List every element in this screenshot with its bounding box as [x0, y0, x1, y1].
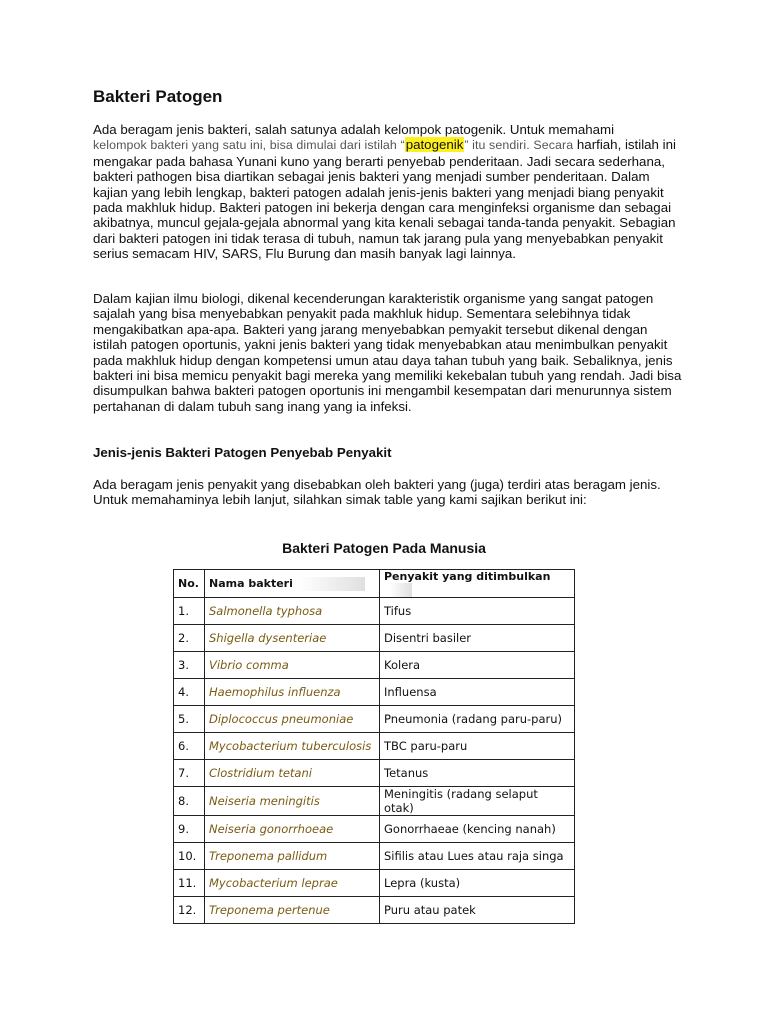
disease-name: Pneumonia (radang paru-paru) [380, 706, 575, 733]
disease-name: TBC paru-paru [380, 733, 575, 760]
row-number: 6. [174, 733, 205, 760]
row-number: 8. [174, 787, 205, 816]
disease-name: Puru atau patek [380, 897, 575, 924]
bacteria-name: Vibrio comma [205, 652, 380, 679]
bacteria-name: Neiseria gonorrhoeae [205, 816, 380, 843]
header-name-label: Nama bakteri [209, 576, 293, 590]
table-row [174, 787, 575, 816]
bacteria-name: Treponema pertenue [205, 897, 380, 924]
table-row [174, 816, 575, 843]
disease-name: Kolera [380, 652, 575, 679]
row-number: 7. [174, 760, 205, 787]
bacteria-name: Treponema pallidum [205, 843, 380, 870]
bacteria-name: Haemophilus influenza [205, 679, 380, 706]
oportunis-paragraph: Dalam kajian ilmu biologi, dikenal kecenderungan karakteristik organisme yang sangat patogen sajalah yang bisa menyebabkan penyakit pada makhluk hidup. Sementara selebihnya tidak mengakibatkan apa-apa. Bakteri yang jarang menyebabkan pemyakit tersebut dikenal dengan istilah patogen oportunis, yakni jenis bakteri yang tidak menyebabkan atau menimbulkan penyakit pada makhluk hidup dengan kompetensi umun atau daya tahan tubuh yang baik. Sebaliknya, jenis bakteri ini bisa memicu penyakit bagi mereka yang memiliki kekebalan tubuh yang rendah. Jadi bisa disumpulkan bahwa bakteri patogen oportunis ini mengambil kesempatan dari menurunnya sistem pertahanan di dalam tubuh sang inang yang ia infeksi. [93, 291, 682, 414]
bacteria-table [173, 569, 575, 924]
bacteria-name: Neiseria meningitis [205, 787, 380, 816]
table-title: Bakteri Patogen Pada Manusia [282, 540, 486, 556]
row-number: 10. [174, 843, 205, 870]
table-row [174, 598, 575, 625]
bacteria-name: Mycobacterium tuberculosis [205, 733, 380, 760]
table-row [174, 679, 575, 706]
table-row [174, 706, 575, 733]
table-intro-paragraph: Ada beragam jenis penyakit yang disebabkan oleh bakteri yang (juga) terdiri atas beragam jenis. Untuk memahaminya lebih lanjut, silahkan simak table yang kami sajikan berikut ini: [93, 477, 661, 508]
disease-name: Disentri basiler [380, 625, 575, 652]
table-row [174, 870, 575, 897]
intro-sentence-2: kelompok bakteri yang satu ini, bisa dimulai dari istilah “ [93, 138, 405, 153]
disease-name: Tifus [380, 598, 575, 625]
header-no: No. [174, 570, 205, 598]
bacteria-name: Diplococcus pneumoniae [205, 706, 380, 733]
table-header-row [174, 570, 575, 598]
disease-name: Meningitis (radang selaput otak) [380, 787, 575, 816]
table-row [174, 760, 575, 787]
page-title: Bakteri Patogen [93, 87, 223, 106]
bacteria-name: Shigella dysenteriae [205, 625, 380, 652]
header-shade [390, 583, 412, 597]
table-row [174, 843, 575, 870]
row-number: 2. [174, 625, 205, 652]
disease-name: Influensa [380, 679, 575, 706]
intro-paragraph [93, 122, 683, 262]
header-disease-label: Penyakit yang ditimbulkan [384, 570, 551, 583]
table-row [174, 652, 575, 679]
header-disease [380, 570, 575, 598]
row-number: 1. [174, 598, 205, 625]
row-number: 3. [174, 652, 205, 679]
intro-sentence-3: ” itu sendiri. Secara [464, 138, 574, 153]
header-name [205, 570, 380, 598]
intro-sentence-1: Ada beragam jenis bakteri, salah satunya adalah kelompok patogenik. Untuk memahami [93, 122, 615, 137]
row-number: 11. [174, 870, 205, 897]
table-row [174, 897, 575, 924]
table-row [174, 733, 575, 760]
disease-name: Tetanus [380, 760, 575, 787]
header-shade [299, 577, 365, 591]
bacteria-name: Salmonella typhosa [205, 598, 380, 625]
highlighted-term: patogenik [405, 137, 464, 153]
disease-name: Sifilis atau Lues atau raja singa [380, 843, 575, 870]
bacteria-name: Clostridium tetani [205, 760, 380, 787]
row-number: 12. [174, 897, 205, 924]
disease-name: Gonorrhaeae (kencing nanah) [380, 816, 575, 843]
bacteria-name: Mycobacterium leprae [205, 870, 380, 897]
intro-sentence-4: harfiah, istilah ini mengakar pada bahasa Yunani kuno yang berarti penyebab penderitaan. Jadi secara sederhana, bakteri pathogen bisa diartikan sebagai jenis bakteri yang menjadi sumber penderitaan. Dalam kajian yang lebih lengkap, bakteri patogen adalah jenis-jenis bakteri yang menjadi biang penyakit pada makhluk hidup. Bakteri patogen ini bekerja dengan cara menginfeksi organisme dan sebagai akibatnya, muncul gejala-gejala abnormal yang kita kenali sebagai tanda-tanda penyakit. Sebagian dari bakteri patogen ini tidak terasa di tubuh, namun tak jarang pula yang menyebabkan penyakit serius semacam HIV, SARS, Flu Burung dan masih banyak lagi lainnya. [93, 137, 676, 262]
row-number: 5. [174, 706, 205, 733]
row-number: 4. [174, 679, 205, 706]
table-body [174, 598, 575, 924]
table-row [174, 625, 575, 652]
row-number: 9. [174, 816, 205, 843]
section-heading: Jenis-jenis Bakteri Patogen Penyebab Penyakit [93, 445, 392, 460]
disease-name: Lepra (kusta) [380, 870, 575, 897]
